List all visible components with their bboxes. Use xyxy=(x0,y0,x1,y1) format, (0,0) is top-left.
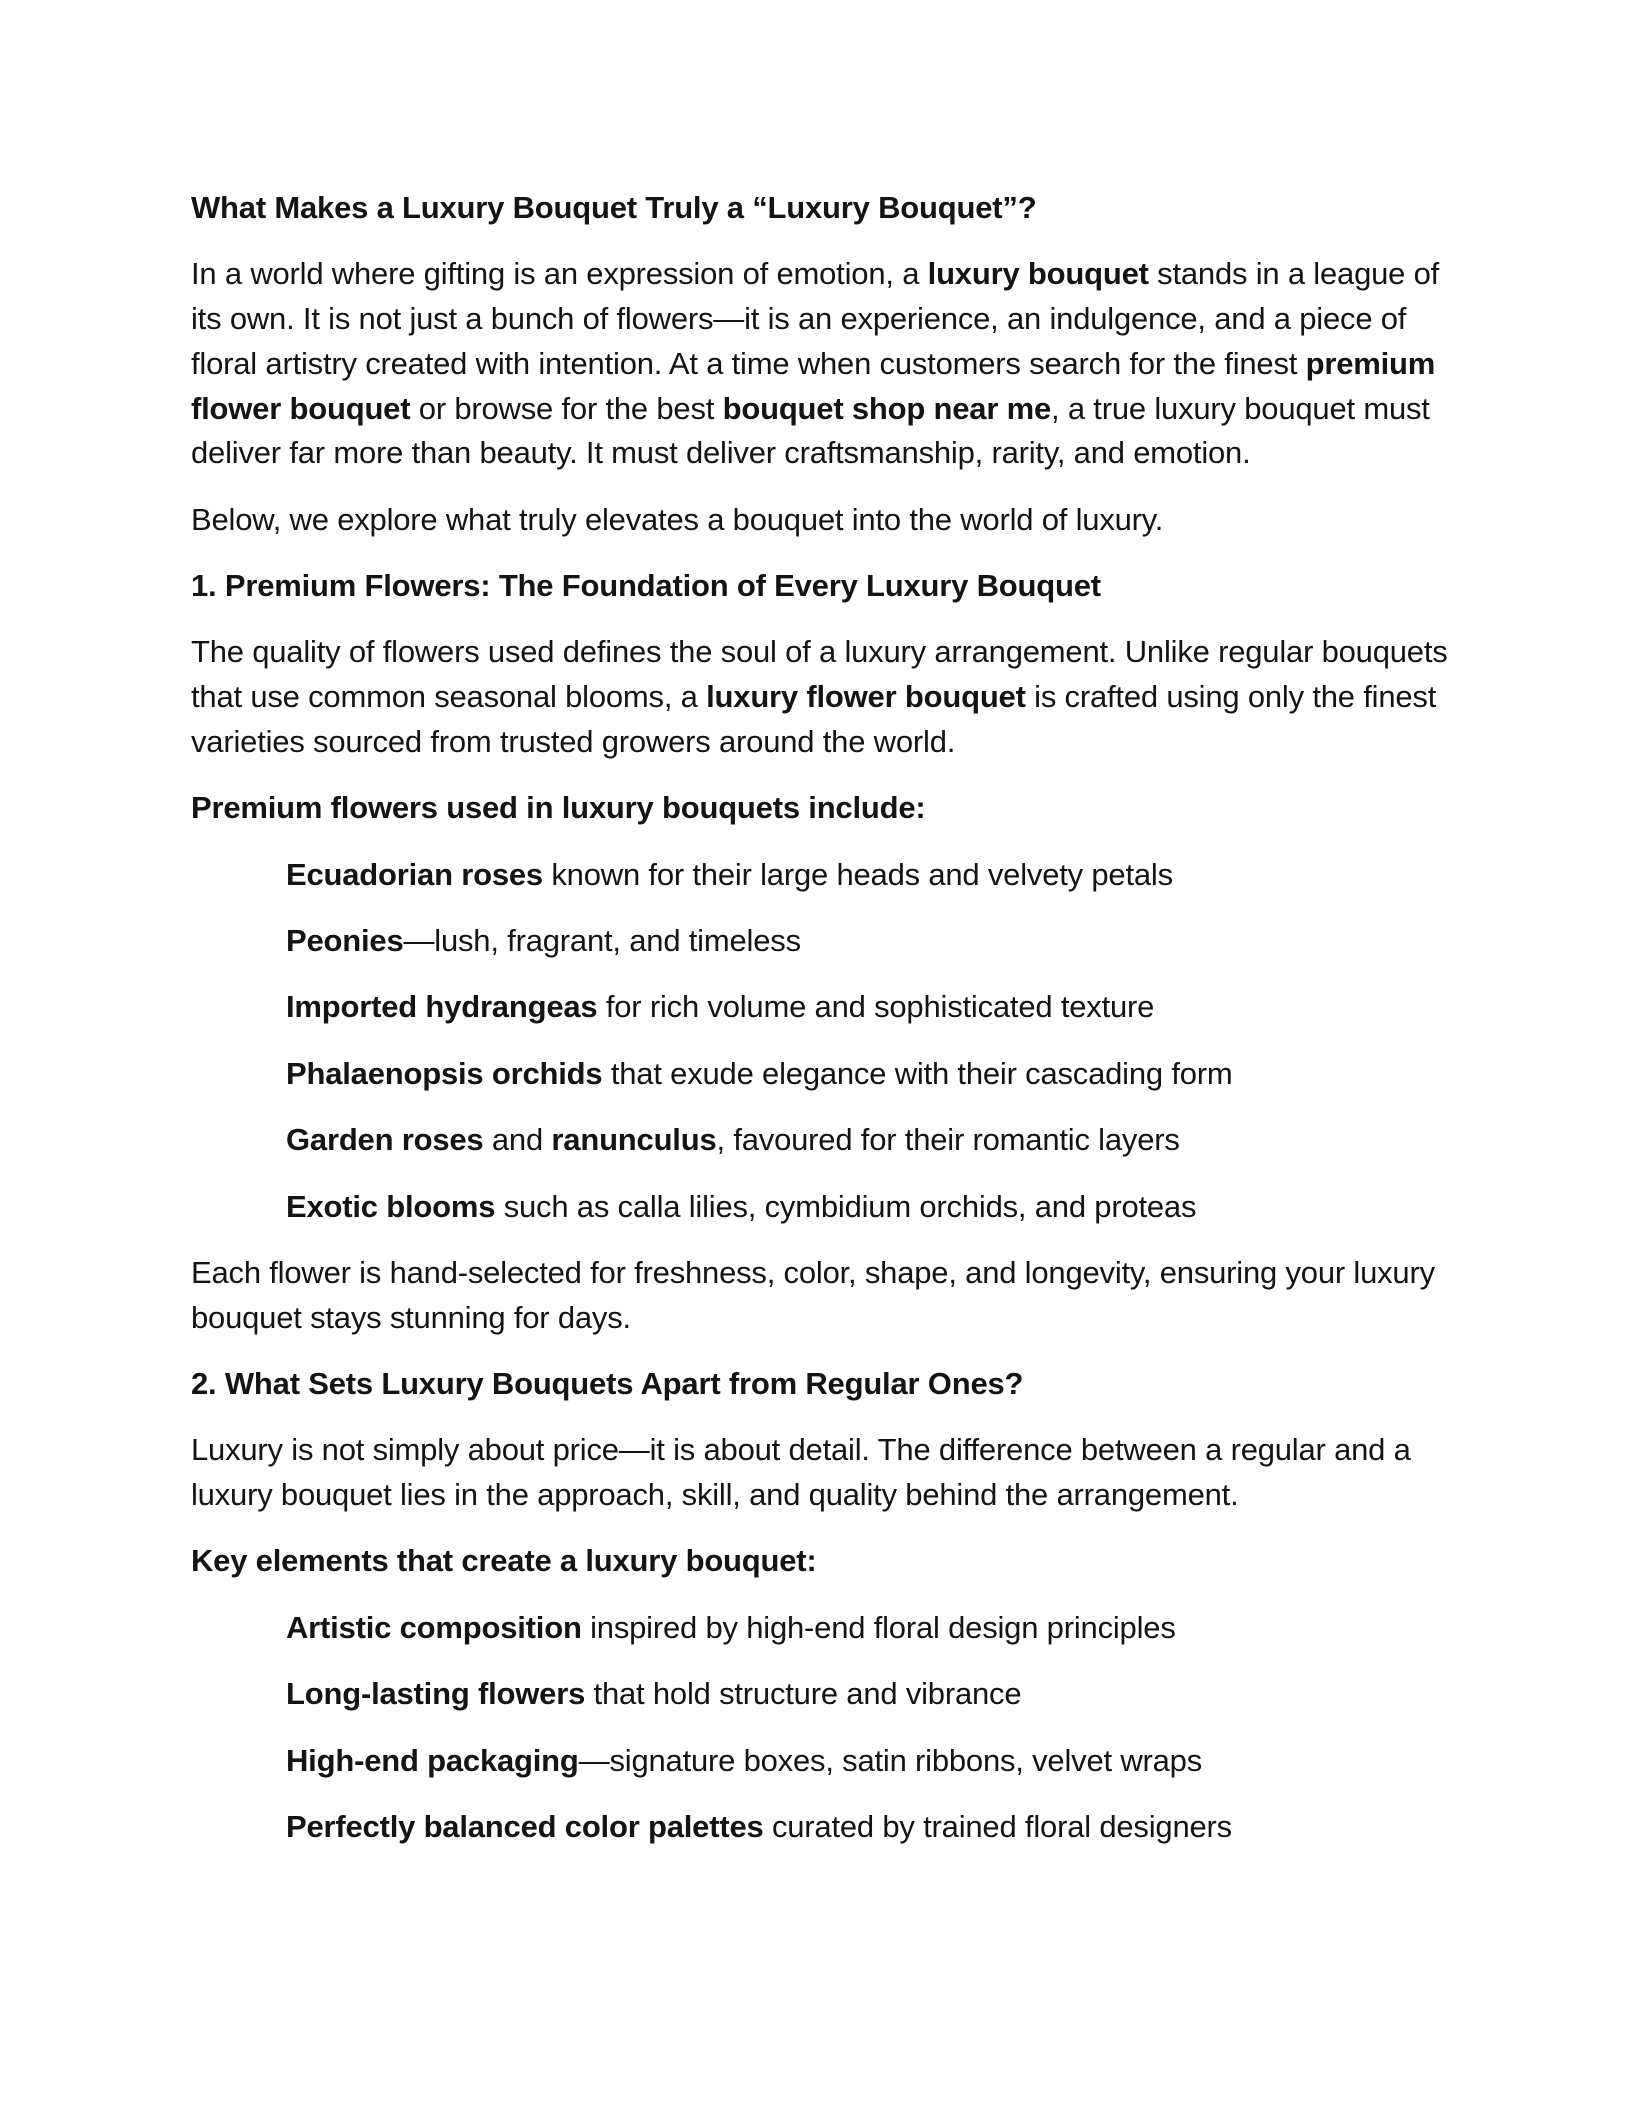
document-page xyxy=(191,186,1456,1850)
list-item-text: that hold structure and vibrance xyxy=(585,1676,1022,1712)
section-2-subheading: Key elements that create a luxury bouquet: xyxy=(191,1543,817,1579)
list-item-bold: Garden roses xyxy=(286,1122,484,1158)
list-item-bold: Artistic composition xyxy=(286,1609,582,1645)
list-item-bold: Imported hydrangeas xyxy=(286,989,598,1025)
document-title: What Makes a Luxury Bouquet Truly a “Luxury Bouquet”? xyxy=(191,190,1037,225)
list-item-bold: Ecuadorian roses xyxy=(286,856,543,892)
list-item xyxy=(191,1805,1456,1850)
list-item xyxy=(191,1606,1456,1651)
list-item-text: —lush, fragrant, and timeless xyxy=(403,922,801,958)
list-item-text: inspired by high-end floral design principles xyxy=(581,1609,1176,1645)
section-2-heading: 2. What Sets Luxury Bouquets Apart from Regular Ones? xyxy=(191,1366,1024,1401)
list-item-text: for rich volume and sophisticated texture xyxy=(597,989,1155,1025)
list-item xyxy=(191,985,1456,1030)
list-item-bold: Exotic blooms xyxy=(286,1188,496,1224)
section-1-bold-1: luxury flower bouquet xyxy=(706,679,1026,715)
section-1-heading: 1. Premium Flowers: The Foundation of Every Luxury Bouquet xyxy=(191,567,1101,603)
list-item-text: known for their large heads and velvety petals xyxy=(542,856,1173,892)
intro-bold-2: premium flower bouquet xyxy=(191,345,1436,426)
section-1-text-1: The quality of flowers used defines the soul of a luxury arrangement. Unlike regular bouquets that use common seasonal blooms, a xyxy=(191,634,1448,715)
list-item-bold-2: ranunculus xyxy=(551,1122,717,1158)
list-item-text: such as calla lilies, cymbidium orchids, and proteas xyxy=(495,1188,1197,1224)
list-item xyxy=(191,919,1456,964)
list-item xyxy=(191,1118,1456,1163)
intro-text-1: In a world where gifting is an expression of emotion, a xyxy=(191,256,928,292)
list-item xyxy=(191,1739,1456,1784)
section-1-closing: Each flower is hand-selected for freshness, color, shape, and longevity, ensuring your luxury bouquet stays stunning for days. xyxy=(191,1254,1435,1335)
intro-text-4: , a true luxury bouquet must deliver far more than beauty. It must deliver craftsmanship, rarity, and emotion. xyxy=(191,390,1430,471)
intro-bold-3: bouquet shop near me xyxy=(722,390,1052,426)
list-item xyxy=(191,1185,1456,1230)
list-item-bold: High-end packaging xyxy=(286,1742,579,1778)
section-1-subheading: Premium flowers used in luxury bouquets include: xyxy=(191,790,926,826)
intro-text-2: stands in a league of its own. It is not just a bunch of flowers—it is an experience, an indulgence, and a piece of floral artistry created with intention. At a time when customers search for the finest xyxy=(191,256,1440,381)
section-2-paragraph: Luxury is not simply about price—it is about detail. The difference between a regular and a luxury bouquet lies in the approach, skill, and quality behind the arrangement. xyxy=(191,1432,1411,1513)
list-item-bold: Peonies xyxy=(286,922,404,958)
list-item-text: curated by trained floral designers xyxy=(763,1809,1232,1845)
list-item-text-mid: and xyxy=(483,1122,552,1158)
intro-bold-1: luxury bouquet xyxy=(927,256,1149,292)
list-item-text: that exude elegance with their cascading form xyxy=(602,1055,1233,1091)
list-item xyxy=(191,853,1456,898)
list-item-bold: Long-lasting flowers xyxy=(286,1676,586,1712)
list-item xyxy=(191,1052,1456,1097)
list-item-bold: Phalaenopsis orchids xyxy=(286,1055,603,1091)
list-item-text: , favoured for their romantic layers xyxy=(716,1122,1180,1158)
intro-text-3: or browse for the best xyxy=(410,390,723,426)
explore-paragraph: Below, we explore what truly elevates a bouquet into the world of luxury. xyxy=(191,501,1164,537)
list-item-bold: Perfectly balanced color palettes xyxy=(286,1809,764,1845)
list-item xyxy=(191,1672,1456,1717)
intro-paragraph xyxy=(191,252,1456,476)
list-item-text: —signature boxes, satin ribbons, velvet wraps xyxy=(578,1742,1203,1778)
section-1-paragraph xyxy=(191,630,1456,764)
section-1-text-2: is crafted using only the finest varieties sourced from trusted growers around the world. xyxy=(191,679,1437,759)
